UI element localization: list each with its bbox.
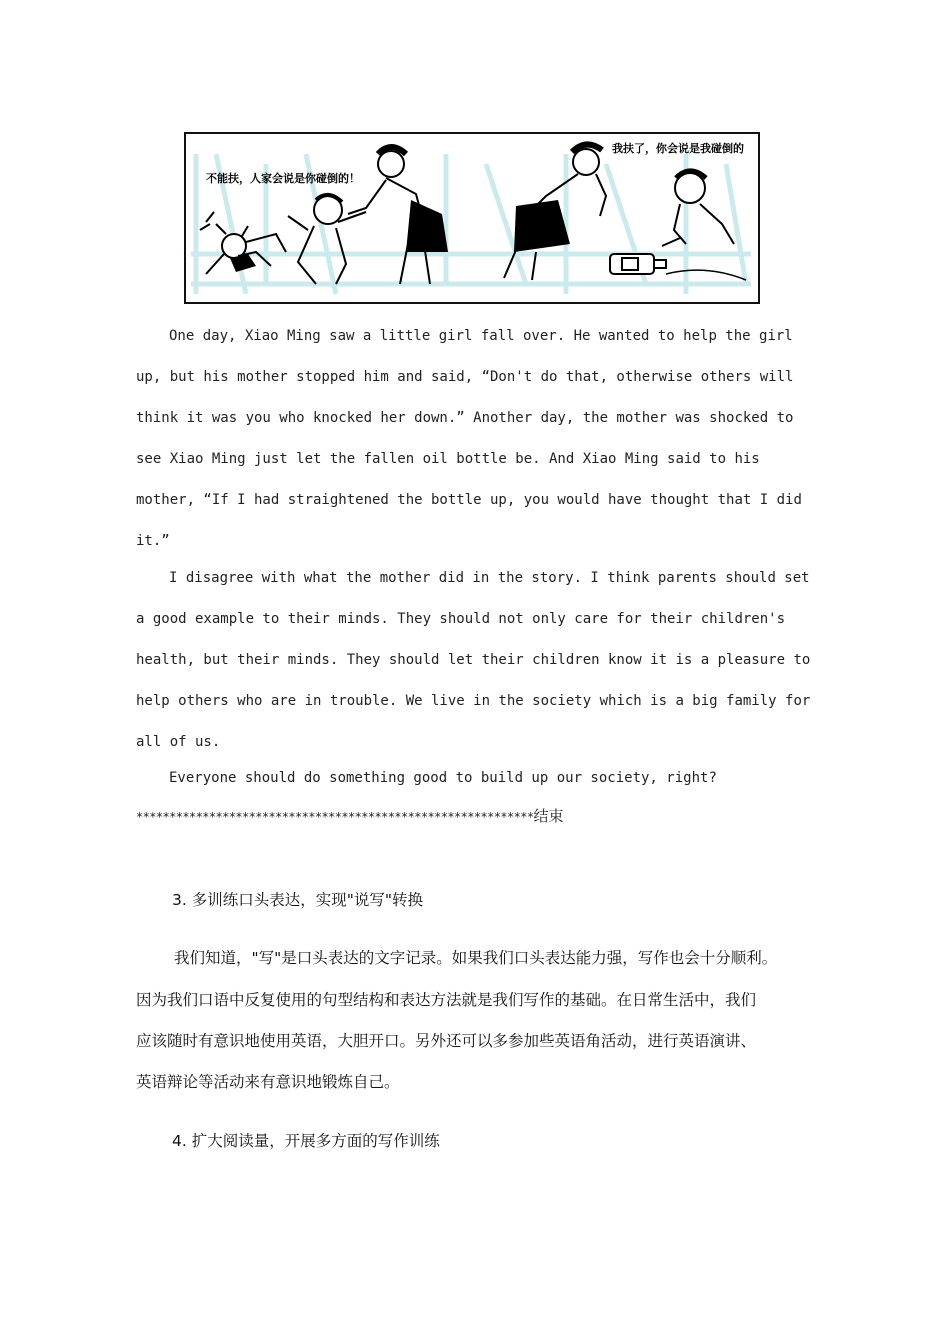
speech-bubble-boy: 我扶了，你会说是我碰倒的 xyxy=(612,142,744,155)
text-line: I disagree with what the mother did in the story. I think parents should set xyxy=(169,570,810,586)
divider-stars: ************************************************************ xyxy=(136,810,534,824)
text-line: 我们知道，"写"是口头表达的文字记录。如果我们口头表达能力强，写作也会十分顺利。 xyxy=(174,949,778,967)
text-line: 英语辩论等活动来有意识地锻炼自己。 xyxy=(136,1073,400,1091)
section-3-heading: 3. 多训练口头表达，实现"说写"转换 xyxy=(172,891,423,909)
end-label: 结束 xyxy=(533,807,564,825)
english-paragraph-3: Everyone should do something good to build up our society, right? xyxy=(169,770,717,786)
text-line: help others who are in trouble. We live in the society which is a big family for xyxy=(136,693,811,709)
speech-bubble-mother: 不能扶，人家会说是你碰倒的！ xyxy=(206,172,360,185)
cartoon-illustration xyxy=(184,132,760,304)
text-line: a good example to their minds. They should not only care for their children's xyxy=(136,611,786,627)
cartoon-drawing xyxy=(186,134,758,302)
text-line: think it was you who knocked her down.” Another day, the mother was shocked to xyxy=(136,410,794,426)
text-line: 因为我们口语中反复使用的句型结构和表达方法就是我们写作的基础。在日常生活中，我们 xyxy=(136,991,757,1009)
text-line: all of us. xyxy=(136,734,221,750)
text-line: One day, Xiao Ming saw a little girl fall over. He wanted to help the girl xyxy=(169,328,793,344)
text-line: see Xiao Ming just let the fallen oil bottle be. And Xiao Ming said to his xyxy=(136,451,760,467)
text-line: up, but his mother stopped him and said, “Don't do that, otherwise others will xyxy=(136,369,794,385)
text-line: health, but their minds. They should let their children know it is a pleasure to xyxy=(136,652,811,668)
text-line: mother, “If I had straightened the bottle up, you would have thought that I did xyxy=(136,492,802,508)
section-4-heading: 4. 扩大阅读量，开展多方面的写作训练 xyxy=(172,1132,440,1150)
end-divider xyxy=(136,805,564,826)
text-line: 应该随时有意识地使用英语，大胆开口。另外还可以多参加些英语角活动，进行英语演讲、 xyxy=(136,1032,757,1050)
text-line: it.” xyxy=(136,533,170,549)
